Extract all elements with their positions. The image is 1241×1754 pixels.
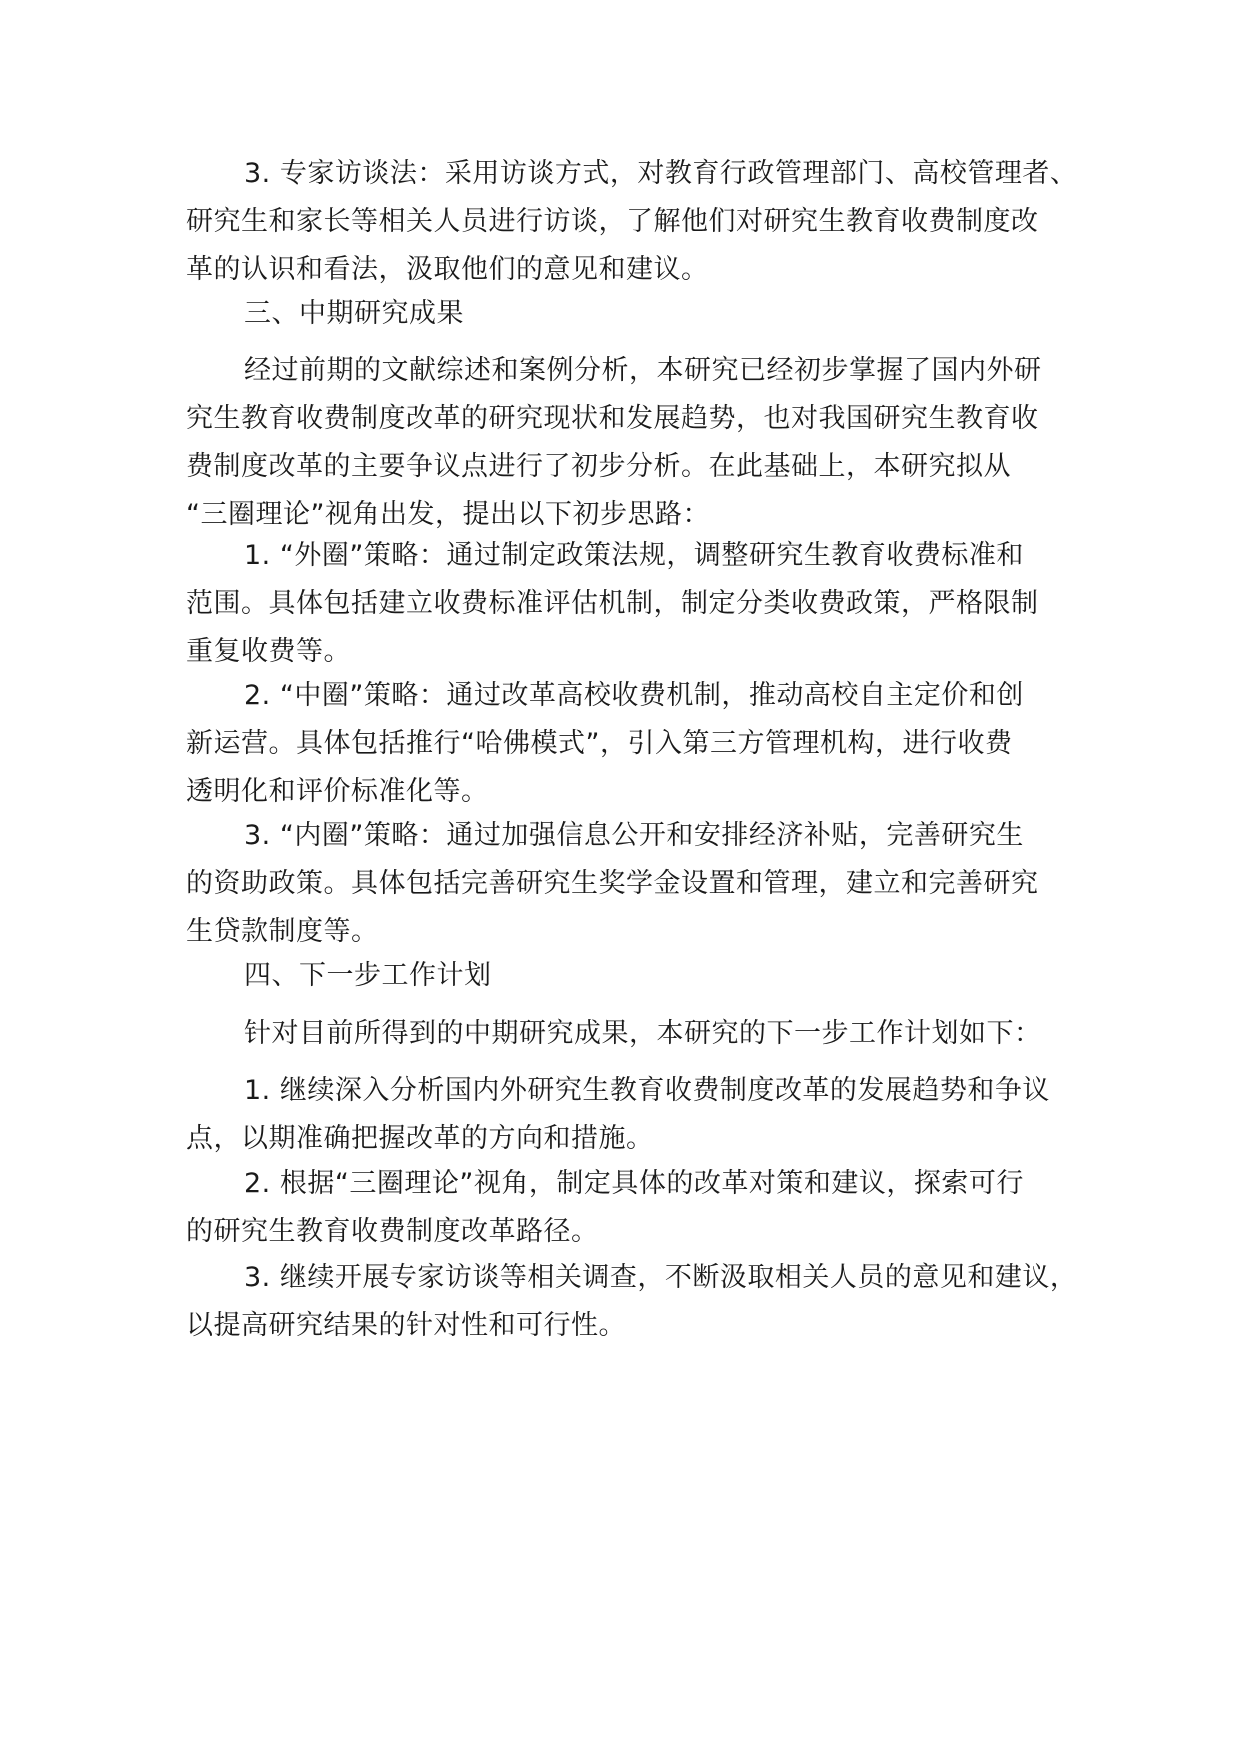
- text-line: 点，以期准确把握改革的方向和措施。: [186, 1123, 654, 1154]
- paragraph-midterm-intro: [186, 347, 1086, 539]
- text-line: 研究生和家长等相关人员进行访谈，了解他们对研究生教育收费制度改: [186, 206, 1039, 237]
- heading-text: 三、中期研究成果: [244, 298, 464, 329]
- section-heading-next-plan: [186, 952, 1086, 1000]
- text-line: 3. 专家访谈法：采用访谈方式，对教育行政管理部门、高校管理者、: [244, 158, 1078, 189]
- text-line: 究生教育收费制度改革的研究现状和发展趋势，也对我国研究生教育收: [186, 403, 1039, 434]
- text-line: “三圈理论”视角出发，提出以下初步思路：: [186, 499, 710, 530]
- text-line: 范围。具体包括建立收费标准评估机制，制定分类收费政策，严格限制: [186, 588, 1039, 619]
- text-line: 2. 根据“三圈理论”视角，制定具体的改革对策和建议，探索可行: [244, 1168, 1024, 1199]
- text-line: 透明化和评价标准化等。: [186, 776, 489, 807]
- text-line: 的研究生教育收费制度改革路径。: [186, 1216, 599, 1247]
- paragraph-inner-circle-strategy: [186, 812, 1086, 956]
- text-line: 针对目前所得到的中期研究成果，本研究的下一步工作计划如下：: [244, 1018, 1042, 1049]
- text-line: 2. “中圈”策略：通过改革高校收费机制，推动高校自主定价和创: [244, 680, 1024, 711]
- text-line: 费制度改革的主要争议点进行了初步分析。在此基础上，本研究拟从: [186, 451, 1011, 482]
- section-heading-midterm-results: [186, 290, 1086, 338]
- text-line: 3. 继续开展专家访谈等相关调查，不断汲取相关人员的意见和建议，: [244, 1262, 1078, 1293]
- paragraph-next-plan-intro: [186, 1010, 1086, 1058]
- paragraph-expert-interview: [186, 150, 1086, 294]
- heading-text: 四、下一步工作计划: [244, 960, 492, 991]
- text-line: 1. 继续深入分析国内外研究生教育收费制度改革的发展趋势和争议: [244, 1075, 1050, 1106]
- paragraph-outer-circle-strategy: [186, 532, 1086, 676]
- paragraph-plan-item-1: [186, 1067, 1086, 1163]
- text-line: 1. “外圈”策略：通过制定政策法规，调整研究生教育收费标准和: [244, 540, 1024, 571]
- paragraph-plan-item-2: [186, 1160, 1086, 1256]
- paragraph-plan-item-3: [186, 1254, 1086, 1350]
- text-line: 重复收费等。: [186, 636, 351, 667]
- text-line: 经过前期的文献综述和案例分析，本研究已经初步掌握了国内外研: [244, 355, 1042, 386]
- text-line: 3. “内圈”策略：通过加强信息公开和安排经济补贴，完善研究生: [244, 820, 1024, 851]
- text-line: 新运营。具体包括推行“哈佛模式”，引入第三方管理机构，进行收费: [186, 728, 1013, 759]
- text-line: 以提高研究结果的针对性和可行性。: [186, 1310, 626, 1341]
- text-line: 的资助政策。具体包括完善研究生奖学金设置和管理，建立和完善研究: [186, 868, 1039, 899]
- paragraph-middle-circle-strategy: [186, 672, 1086, 816]
- text-line: 生贷款制度等。: [186, 916, 379, 947]
- text-line: 革的认识和看法，汲取他们的意见和建议。: [186, 254, 709, 285]
